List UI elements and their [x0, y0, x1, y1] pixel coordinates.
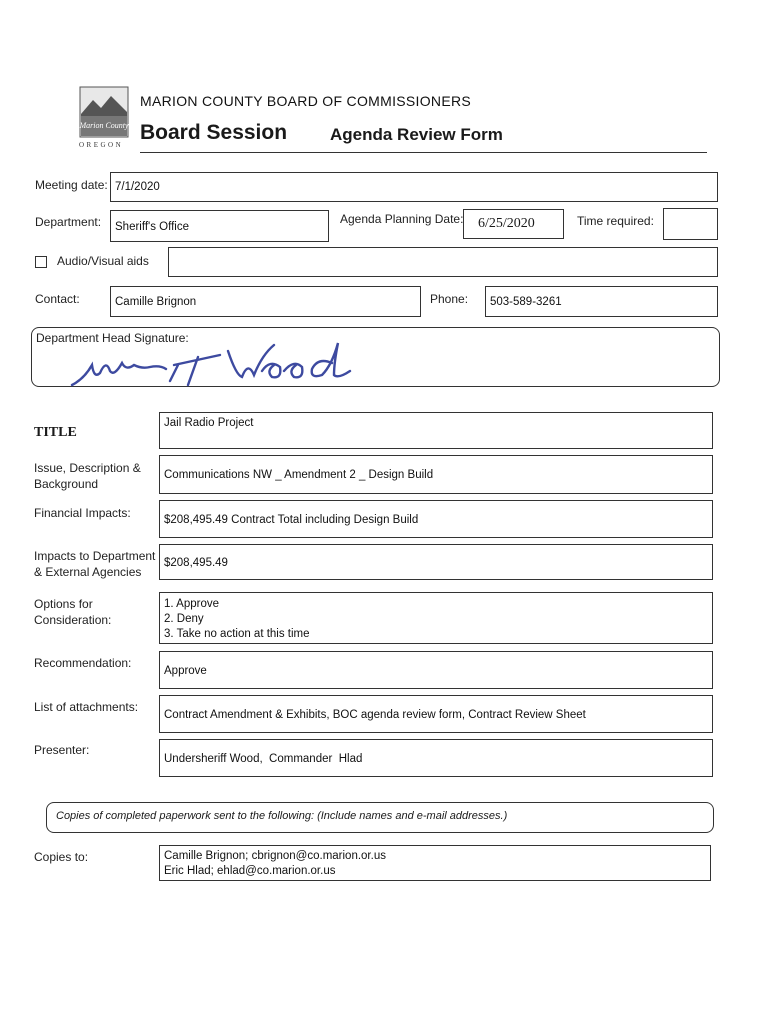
time-required-field[interactable]	[663, 208, 718, 240]
audio-visual-field[interactable]	[168, 247, 718, 277]
phone-label: Phone:	[430, 292, 469, 306]
audio-visual-value	[169, 248, 717, 254]
meeting-date-value: 7/1/2020	[115, 181, 160, 193]
options-item: 3. Take no action at this time	[164, 628, 310, 640]
recommendation-field[interactable]	[159, 651, 713, 689]
department-label: Department:	[35, 215, 102, 229]
options-field[interactable]	[159, 592, 713, 644]
presenter-value: Undersheriff Wood, Commander Hlad	[164, 753, 363, 765]
recommendation-value: Approve	[164, 665, 207, 677]
planning-date-value: 6/25/2020	[478, 216, 535, 231]
org-name: MARION COUNTY BOARD OF COMMISSIONERS	[140, 93, 472, 109]
options-label-line2: Consideration:	[34, 613, 112, 627]
recommendation-label: Recommendation:	[34, 656, 132, 670]
issue-field[interactable]	[159, 455, 713, 494]
presenter-field[interactable]	[159, 739, 713, 777]
options-item: 1. Approve	[164, 598, 219, 610]
contact-field[interactable]	[110, 286, 421, 317]
copies-line: Camille Brignon; cbrignon@co.marion.or.us	[164, 850, 386, 862]
title-label: TITLE	[34, 425, 77, 440]
financial-value: $208,495.49 Contract Total including Design Build	[164, 514, 419, 526]
audio-visual-checkbox[interactable]	[35, 256, 47, 268]
impacts-label-line2: & External Agencies	[34, 565, 142, 579]
presenter-label: Presenter:	[34, 743, 90, 757]
issue-label-line1: Issue, Description &	[34, 461, 141, 475]
copies-note: Copies of completed paperwork sent to the following: (Include names and e-mail addresses.)	[56, 810, 508, 822]
impacts-label-line1: Impacts to Department	[34, 549, 156, 563]
form-title-main: Board Session	[140, 121, 288, 144]
phone-value: 503-589-3261	[490, 296, 562, 308]
financial-field[interactable]	[159, 500, 713, 538]
meeting-date-field[interactable]	[110, 172, 718, 202]
signature-handwriting	[70, 335, 390, 395]
copies-to-label: Copies to:	[34, 850, 89, 864]
copies-note-box	[46, 802, 714, 833]
time-required-label: Time required:	[577, 214, 654, 228]
time-required-value	[664, 209, 717, 215]
audio-visual-label: Audio/Visual aids	[57, 254, 149, 268]
signature-label: Department Head Signature:	[36, 331, 189, 345]
contact-value: Camille Brignon	[115, 296, 197, 308]
department-field[interactable]	[110, 210, 329, 242]
planning-date-label: Agenda Planning Date:	[340, 212, 464, 226]
logo-state: OREGON	[79, 141, 124, 149]
copies-line: Eric Hlad; ehlad@co.marion.or.us	[164, 865, 336, 877]
phone-field[interactable]	[485, 286, 718, 317]
department-value: Sheriff's Office	[115, 221, 189, 233]
form-title-sub: Agenda Review Form	[330, 125, 503, 144]
options-label-line1: Options for	[34, 597, 93, 611]
meeting-date-label: Meeting date:	[35, 178, 108, 192]
attachments-label: List of attachments:	[34, 700, 139, 714]
planning-date-field[interactable]	[463, 209, 564, 239]
county-logo	[79, 86, 129, 138]
contact-label: Contact:	[35, 292, 80, 306]
impacts-field[interactable]	[159, 544, 713, 580]
header-rule	[140, 152, 707, 153]
title-value: Jail Radio Project	[164, 417, 254, 429]
logo-text: Marion County	[79, 121, 129, 130]
attachments-field[interactable]	[159, 695, 713, 733]
financial-label: Financial Impacts:	[34, 506, 131, 520]
copies-to-field[interactable]	[159, 845, 711, 881]
title-field[interactable]	[159, 412, 713, 449]
issue-label-line2: Background	[34, 477, 99, 491]
attachments-value: Contract Amendment & Exhibits, BOC agenda review form, Contract Review Sheet	[164, 709, 586, 721]
issue-value: Communications NW _ Amendment 2 _ Design Build	[164, 469, 434, 481]
options-item: 2. Deny	[164, 613, 204, 625]
impacts-value: $208,495.49	[164, 557, 228, 569]
